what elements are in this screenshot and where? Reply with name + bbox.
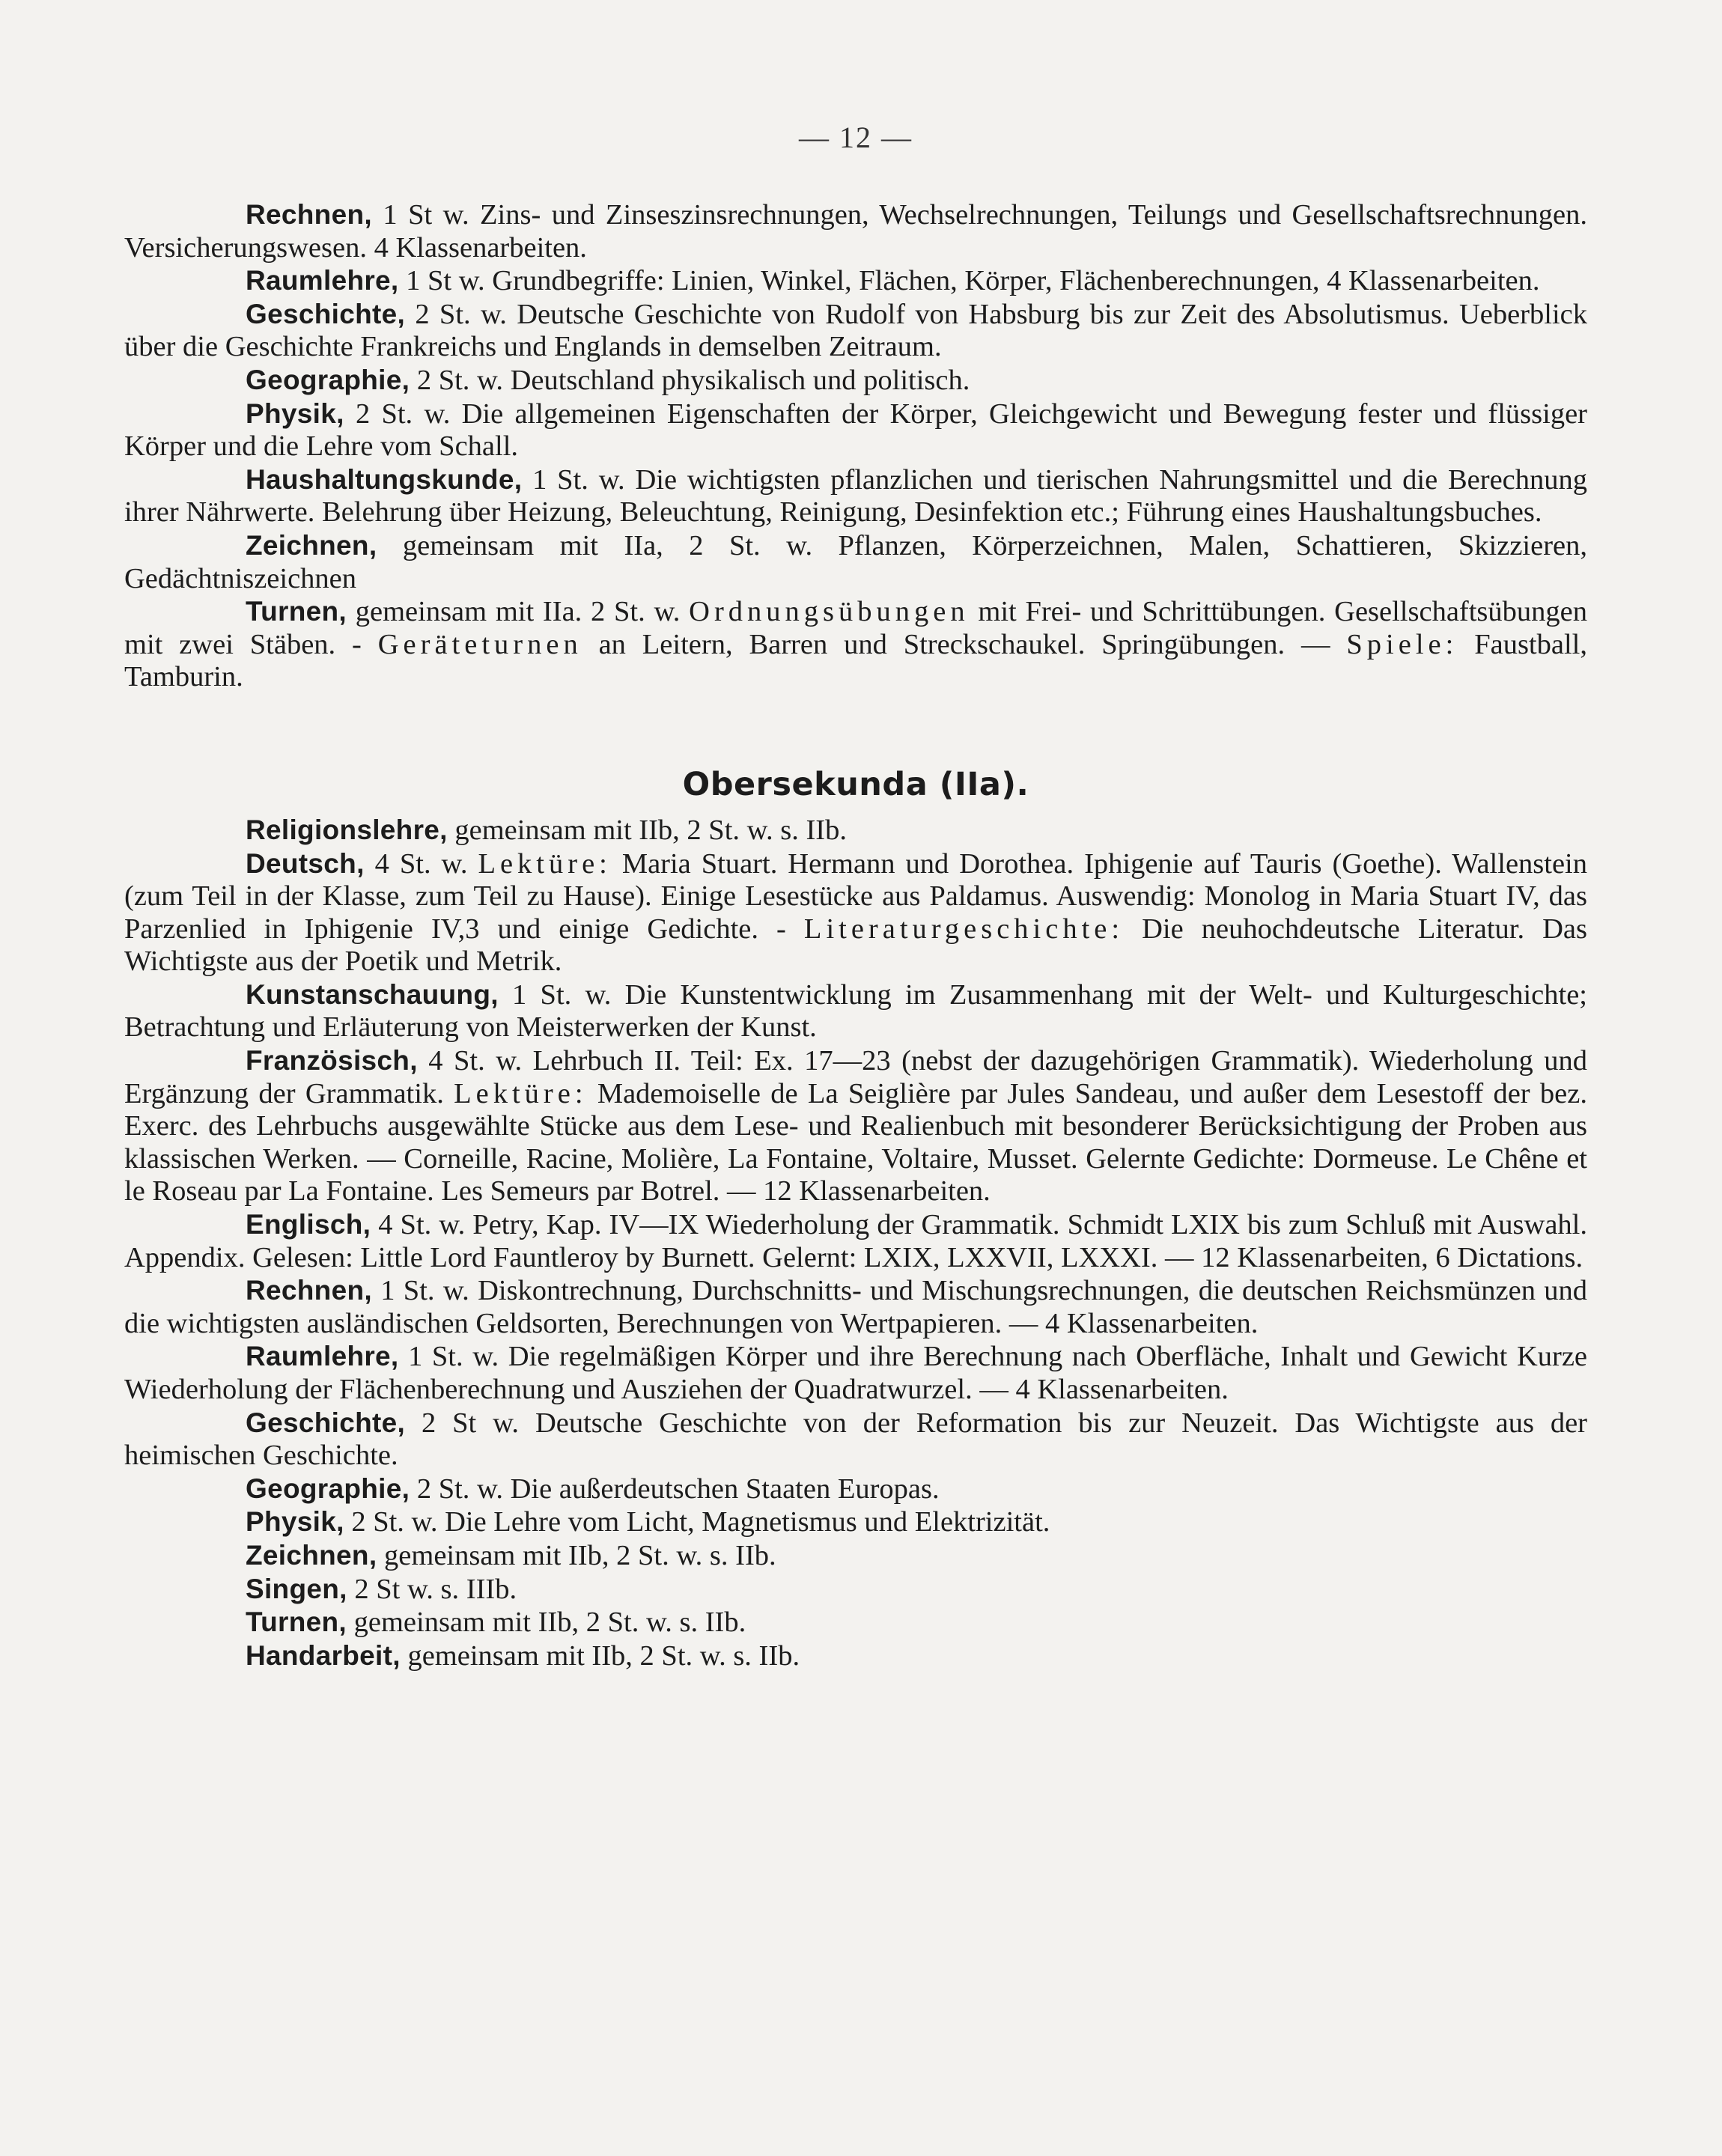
subject-label: Turnen, bbox=[246, 1607, 347, 1638]
entry-text: 4 St. w. bbox=[364, 847, 478, 880]
entry-text: 1 St w. Grundbegriffe: Linien, Winkel, Flächen, Körper, Flächenberechnungen, 4 Klassenarbeiten. bbox=[398, 265, 1540, 297]
subject-label: Rechnen, bbox=[246, 199, 372, 230]
entries-obersekunda bbox=[124, 814, 1587, 1672]
spaced-term: Literaturgeschichte: bbox=[803, 913, 1125, 945]
spaced-term: Ordnungsübungen bbox=[689, 596, 970, 628]
entry-englisch bbox=[124, 1208, 1587, 1274]
entry-zeichnen bbox=[124, 1539, 1587, 1573]
entry-text: Maria Stuart. Hermann und Dorothea. Iphigenie auf Tauris (Goethe). Wallenstein (zum Teil in der Klasse, zum Teil zu Hause). Einige Lesestücke aus Paldamus. Auswendig: Monolog in Maria Stuart IV, das Parzenlied in Iphigenie IV,3 und einige Gedichte. - bbox=[124, 847, 1587, 945]
subject-label: Zeichnen, bbox=[246, 529, 377, 561]
entry-text: 2 St w. s. IIIb. bbox=[347, 1573, 517, 1605]
entry-text: 2 St. w. Deutschland physikalisch und politisch. bbox=[410, 364, 970, 396]
entry-text: Faustball, Tamburin. bbox=[124, 628, 1587, 693]
entry-rechnen bbox=[124, 1274, 1587, 1340]
entry-text: gemeinsam mit IIb, 2 St. w. s. IIb. bbox=[347, 1607, 746, 1639]
subject-label: Französisch, bbox=[246, 1045, 418, 1077]
entry-geschichte bbox=[124, 1407, 1587, 1473]
entry-text: 4 St. w. Lehrbuch II. Teil: Ex. 17—23 (nebst der dazugehörigen Grammatik). Wiederholung und Ergänzung der Grammatik. bbox=[124, 1045, 1587, 1109]
subject-label: Deutsch, bbox=[246, 847, 365, 879]
subject-label: Geographie, bbox=[246, 1473, 410, 1504]
subject-label: Physik, bbox=[246, 1506, 344, 1538]
entry-text: Mademoiselle de La Seiglière par Jules Sandeau, und außer dem Lesestoff der bez. Exerc. des Lehrbuchs ausgewählte Stücke aus dem Lese- und Realienbuch mit besonderer Berücksichtigung der Proben aus klassischen Werken. — Corneille, Racine, Molière, La Fontaine, Voltaire, Musset. Gelernte Gedichte: Dormeuse. Le Chêne et le Roseau par La Fontaine. Les Semeurs par Botrel. — 12 Klassenarbeiten. bbox=[124, 1077, 1587, 1208]
entry-physik bbox=[124, 1505, 1587, 1539]
entry-text: Die neuhochdeutsche Literatur. Das Wichtigste aus der Poetik und Metrik. bbox=[124, 913, 1588, 978]
subject-label: Haushaltungskunde, bbox=[246, 463, 523, 495]
entry-text: 4 St. w. Petry, Kap. IV—IX Wiederholung der Grammatik. Schmidt LXIX bis zum Schluß mit Auswahl. Appendix. Gelesen: Little Lord Fauntleroy by Burnett. Gelernt: LXIX, LXXVII, LXXXI. — 12 Klassenarbeiten, 6 Dictations. bbox=[124, 1209, 1587, 1273]
entry-text: 2 St. w. Die allgemeinen Eigenschaften der Körper, Gleichgewicht und Bewegung fester und flüssiger Körper und die Lehre vom Schall. bbox=[124, 398, 1587, 463]
entry-text: gemeinsam mit IIa. 2 St. w. bbox=[347, 596, 690, 628]
subject-label: Raumlehre, bbox=[246, 1341, 399, 1372]
entry-text: gemeinsam mit IIa, 2 St. w. Pflanzen, Körperzeichnen, Malen, Schattieren, Skizzieren, Gedächtniszeichnen bbox=[124, 529, 1587, 594]
entry-text: gemeinsam mit IIb, 2 St. w. s. IIb. bbox=[377, 1539, 776, 1571]
subject-label: Geschichte, bbox=[246, 1407, 406, 1438]
entry-rechnen bbox=[124, 198, 1587, 264]
entry-kunstanschauung bbox=[124, 978, 1587, 1044]
subject-label: Kunstanschauung, bbox=[246, 978, 499, 1010]
spaced-term: Spiele: bbox=[1346, 628, 1458, 660]
entry-geschichte bbox=[124, 298, 1587, 364]
entry-text: gemeinsam mit IIb, 2 St. w. s. IIb. bbox=[400, 1639, 800, 1672]
entry-text: 2 St w. Deutsche Geschichte von der Reformation bis zur Neuzeit. Das Wichtigste aus der heimischen Geschichte. bbox=[124, 1407, 1587, 1472]
entry-singen bbox=[124, 1573, 1587, 1607]
entry-text: 2 St. w. Deutsche Geschichte von Rudolf von Habsburg bis zur Zeit des Absolutismus. Ueberblick über die Geschichte Frankreichs und Englands in demselben Zeitraum. bbox=[124, 298, 1587, 363]
entry-physik bbox=[124, 398, 1587, 463]
spaced-term: Lektüre: bbox=[454, 1077, 588, 1109]
entry-zeichnen bbox=[124, 529, 1587, 595]
entry-geographie bbox=[124, 1473, 1587, 1506]
entry-geographie bbox=[124, 364, 1587, 398]
entry-text: gemeinsam mit IIb, 2 St. w. s. IIb. bbox=[447, 814, 847, 846]
entry-text: 1 St. w. Die wichtigsten pflanzlichen und tierischen Nahrungsmittel und die Berechnung ihrer Nährwerte. Belehrung über Heizung, Beleuchtung, Reinigung, Desinfektion etc.; Führung eines Haushaltungsbuches. bbox=[124, 463, 1587, 529]
entry-text: mit Frei- und Schrittübungen. Gesellschaftsübungen mit zwei Stäben. - bbox=[124, 596, 1587, 660]
entry-franzoesisch bbox=[124, 1044, 1587, 1208]
subject-label: Raumlehre, bbox=[246, 265, 399, 296]
entry-turnen bbox=[124, 595, 1587, 694]
spaced-term: Geräteturnen bbox=[377, 628, 582, 660]
entry-religionslehre bbox=[124, 814, 1587, 847]
entry-text: 2 St. w. Die Lehre vom Licht, Magnetismus und Elektrizität. bbox=[344, 1506, 1050, 1538]
spaced-term: Lektüre: bbox=[478, 847, 612, 880]
entries-top bbox=[124, 198, 1587, 694]
entry-text: 1 St w. Zins- und Zinseszinsrechnungen, Wechselrechnungen, Teilungs und Gesellschaftsrechnungen. Versicherungswesen. 4 Klassenarbeiten. bbox=[124, 199, 1587, 264]
subject-label: Physik, bbox=[246, 398, 344, 429]
entry-turnen bbox=[124, 1606, 1587, 1639]
entry-deutsch bbox=[124, 847, 1587, 978]
subject-label: Geschichte, bbox=[246, 298, 406, 329]
entry-raumlehre bbox=[124, 1340, 1587, 1406]
entry-text: 1 St. w. Diskontrechnung, Durchschnitts- und Mischungsrechnungen, die deutschen Reichsmünzen und die wichtigsten ausländischen Geldsorten, Berechnungen von Wertpapieren. — 4 Klassenarbeiten. bbox=[124, 1275, 1587, 1339]
subject-label: Religionslehre, bbox=[246, 814, 448, 845]
page-number: — 12 — bbox=[799, 121, 913, 154]
section-title: Obersekunda (IIa). bbox=[682, 765, 1029, 803]
subject-label: Rechnen, bbox=[246, 1275, 372, 1306]
subject-label: Singen, bbox=[246, 1573, 347, 1604]
entry-handarbeit bbox=[124, 1639, 1587, 1673]
subject-label: Turnen, bbox=[246, 596, 347, 627]
entry-text: 2 St. w. Die außerdeutschen Staaten Europas. bbox=[410, 1473, 940, 1505]
entry-haushaltungskunde bbox=[124, 463, 1587, 529]
subject-label: Geographie, bbox=[246, 364, 410, 395]
subject-label: Handarbeit, bbox=[246, 1639, 401, 1671]
subject-label: Zeichnen, bbox=[246, 1539, 377, 1571]
entry-text: 1 St. w. Die regelmäßigen Körper und ihre Berechnung nach Oberfläche, Inhalt und Gewicht Kurze Wiederholung der Flächenberechnung und Ausziehen der Quadratwurzel. — 4 Klassenarbeiten. bbox=[124, 1341, 1587, 1405]
entry-text: an Leitern, Barren und Streckschaukel. Springübungen. — bbox=[582, 628, 1347, 660]
subject-label: Englisch, bbox=[246, 1209, 371, 1240]
entry-text: 1 St. w. Die Kunstentwicklung im Zusammenhang mit der Welt- und Kulturgeschichte; Betrachtung und Erläuterung von Meisterwerken der Kunst. bbox=[124, 978, 1587, 1044]
entry-raumlehre bbox=[124, 264, 1587, 298]
